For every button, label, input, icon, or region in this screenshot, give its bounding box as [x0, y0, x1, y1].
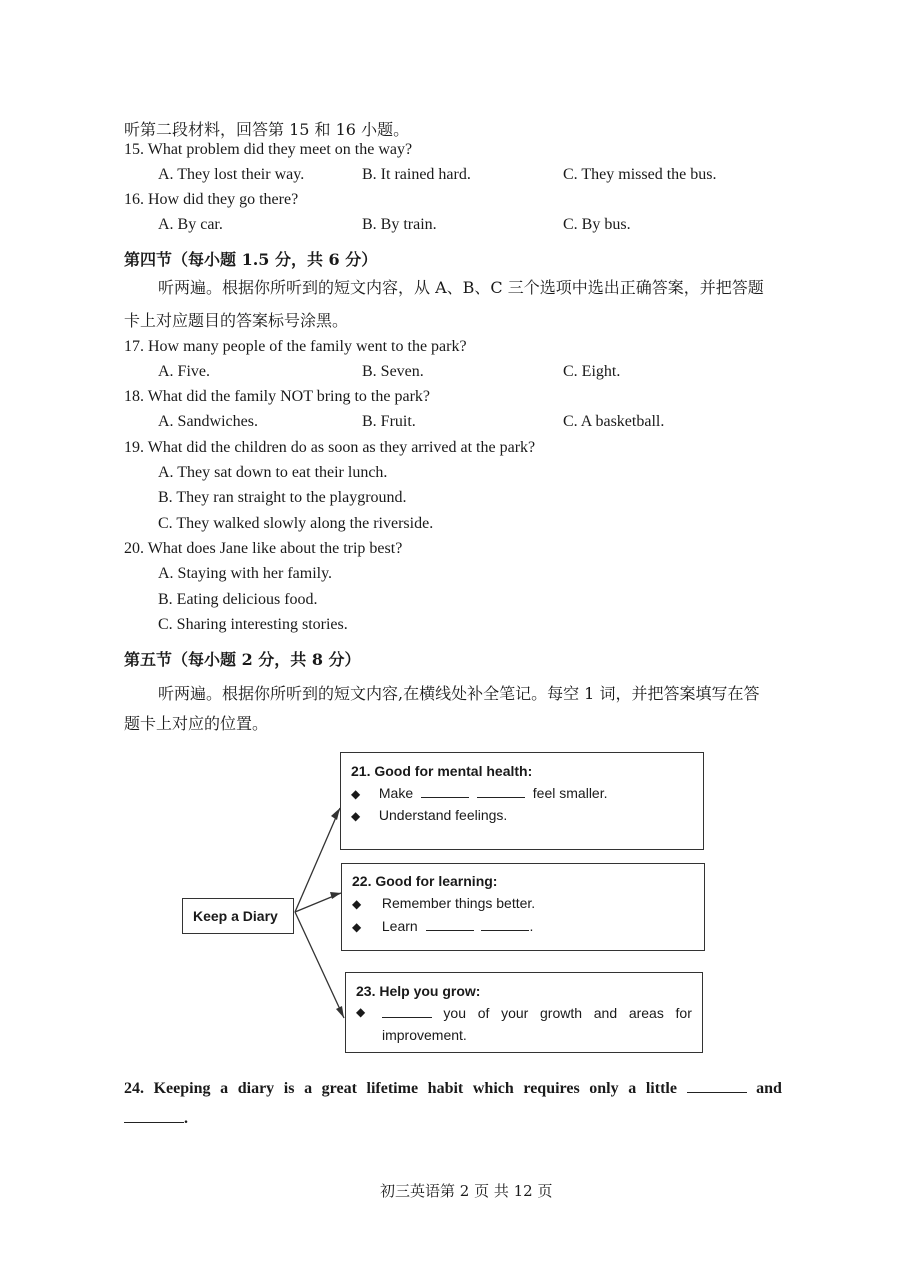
box22-item2: ◆ Learn .	[352, 918, 534, 934]
option-20-a: A. Staying with her family.	[158, 565, 333, 582]
arrowhead-box21	[331, 808, 340, 820]
bullet-diamond-icon: ◆	[351, 809, 361, 823]
connector-to-box23	[295, 912, 344, 1018]
arrowhead-box23	[336, 1006, 344, 1018]
option-17-c: C. Eight.	[563, 363, 621, 380]
box22-title: 22. Good for learning:	[352, 873, 498, 889]
bullet-diamond-icon: ◆	[356, 1005, 366, 1019]
option-16-c: C. By bus.	[563, 216, 631, 233]
bullet-diamond-icon: ◆	[351, 787, 361, 801]
option-16-a: A. By car.	[158, 216, 223, 233]
question-18: 18. What did the family NOT bring to the park?	[124, 388, 431, 405]
option-15-a: A. They lost their way.	[158, 166, 305, 183]
answer-blank[interactable]	[382, 1005, 432, 1018]
box21-title: 21. Good for mental health:	[351, 763, 533, 779]
diagram-box-21	[340, 752, 704, 850]
diagram-root-label: Keep a Diary	[193, 908, 278, 924]
answer-blank[interactable]	[426, 918, 474, 931]
box23-item1: ◆ you of your growth and areas for	[356, 1005, 692, 1021]
section5-instruction-line2: 题卡上对应的位置。	[124, 714, 269, 733]
option-20-c: C. Sharing interesting stories.	[158, 616, 348, 633]
question-17: 17. How many people of the family went to the park?	[124, 338, 467, 355]
option-17-b: B. Seven.	[362, 363, 424, 380]
box23-title: 23. Help you grow:	[356, 983, 481, 999]
question-15: 15. What problem did they meet on the way?	[124, 141, 413, 158]
section4-instruction-line2: 卡上对应题目的答案标号涂黑。	[124, 311, 349, 330]
answer-blank[interactable]	[421, 785, 469, 798]
option-19-a: A. They sat down to eat their lunch.	[158, 464, 388, 481]
question-20: 20. What does Jane like about the trip best?	[124, 540, 403, 557]
box21-item2: ◆ Understand feelings.	[351, 807, 508, 823]
option-20-b: B. Eating delicious food.	[158, 591, 318, 608]
option-18-a: A. Sandwiches.	[158, 413, 258, 430]
question-16: 16. How did they go there?	[124, 191, 299, 208]
option-19-c: C. They walked slowly along the riverside.	[158, 515, 434, 532]
answer-blank[interactable]	[477, 785, 525, 798]
option-15-c: C. They missed the bus.	[563, 166, 717, 183]
answer-blank[interactable]	[481, 918, 529, 931]
box23-item1-line2: improvement.	[382, 1027, 467, 1043]
diagram-box-23	[345, 972, 703, 1053]
section3-instruction: 听第二段材料，回答第 15 和 16 小题。	[124, 120, 410, 139]
option-18-b: B. Fruit.	[362, 413, 416, 430]
option-18-c: C. A basketball.	[563, 413, 665, 430]
answer-blank[interactable]	[687, 1078, 747, 1093]
diagram-root-box	[182, 898, 294, 934]
page-footer: 初三英语第 2 页 共 12 页	[380, 1182, 553, 1200]
option-17-a: A. Five.	[158, 363, 210, 380]
question-24-line1: 24. Keeping a diary is a great lifetime habit which requires only a little and	[124, 1080, 782, 1097]
section4-heading: 第四节（每小题 1.5 分，共 6 分）	[124, 250, 378, 269]
section5-instruction-line1: 听两遍。根据你所听到的短文内容,在横线处补全笔记。每空 1 词，并把答案填写在答	[158, 684, 760, 703]
section4-instruction-line1: 听两遍。根据你所听到的短文内容，从 A、B、C 三个选项中选出正确答案，并把答题	[158, 278, 764, 297]
box22-item1: ◆ Remember things better.	[352, 895, 536, 911]
box21-item1: ◆ Make feel smaller.	[351, 785, 608, 801]
diagram-box-22	[341, 863, 705, 951]
question-24-line2: .	[124, 1108, 188, 1128]
section5-heading: 第五节（每小题 2 分，共 8 分）	[124, 650, 361, 669]
answer-blank[interactable]	[124, 1108, 184, 1123]
option-15-b: B. It rained hard.	[362, 166, 471, 183]
option-19-b: B. They ran straight to the playground.	[158, 489, 407, 506]
bullet-diamond-icon: ◆	[352, 897, 362, 911]
arrowhead-box22	[330, 892, 341, 899]
question-19: 19. What did the children do as soon as they arrived at the park?	[124, 439, 536, 456]
option-16-b: B. By train.	[362, 216, 437, 233]
bullet-diamond-icon: ◆	[352, 920, 362, 934]
